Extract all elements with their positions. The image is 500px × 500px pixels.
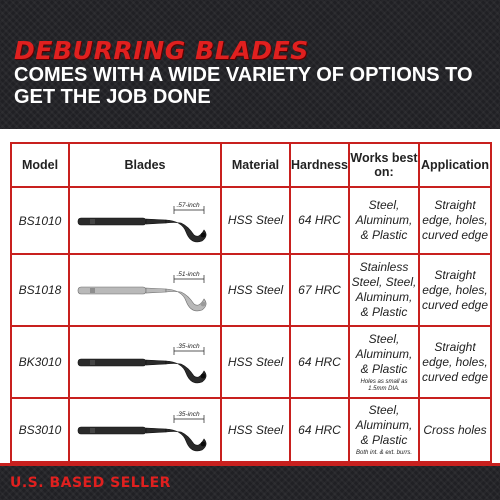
blade-dimension-label: .35-inch [176,343,200,350]
blade-bs1010-image [70,190,220,252]
footer-bar [0,463,500,500]
works-best-on-text: Steel, Aluminum, & Plastic [355,198,413,242]
shank-groove [90,428,95,433]
blade-image-cell [69,254,221,326]
header-material: Material [221,143,290,187]
works-best-on-note: Both int. & ext. burrs. [355,450,413,456]
shank-groove [90,360,95,365]
header-hardness: Hardness [290,143,349,187]
blade-shank [78,427,146,434]
material-cell: HSS Steel [221,254,290,326]
model-cell: BS1018 [11,254,69,326]
blade-bs3010-image [70,399,220,461]
us-based-seller-label: U.S. BASED SELLER [10,475,171,491]
hardness-cell: 64 HRC [290,398,349,462]
table-row [11,398,491,462]
works-best-on-cell [349,254,419,326]
blade-hook [166,429,206,451]
header-works-best-on: Works best on: [349,143,419,187]
blade-neck [146,288,166,293]
blade-shank [78,287,146,294]
blade-tip [201,442,206,447]
material-cell: HSS Steel [221,326,290,398]
table-row [11,326,491,398]
blade-shank [78,359,146,366]
blade-image-cell [69,187,221,254]
material-cell: HSS Steel [221,398,290,462]
shank-groove [90,219,95,224]
blade-neck [146,428,166,433]
header-application: Application [419,143,491,187]
table-row [11,254,491,326]
application-cell: Straight edge, holes, curved edge [419,326,491,398]
model-cell: BS1010 [11,187,69,254]
blade-hook [166,361,206,383]
blade-tip [201,302,206,307]
hardness-cell: 64 HRC [290,187,349,254]
header-model: Model [11,143,69,187]
works-best-on-text: Stainless Steel, Steel, Aluminum, & Plastic [351,260,417,319]
table-row [11,187,491,254]
page-title: DEBURRING BLADES [14,36,309,65]
works-best-on-text: Steel, Aluminum, & Plastic [355,403,413,447]
blade-hook [166,289,206,311]
blade-neck [146,360,166,365]
comparison-panel [0,129,500,463]
application-cell: Straight edge, holes, curved edge [419,187,491,254]
header-blades: Blades [69,143,221,187]
blade-bk3010-image [70,331,220,393]
hardness-cell: 64 HRC [290,326,349,398]
works-best-on-text: Steel, Aluminum, & Plastic [355,331,413,376]
works-best-on-cell [349,398,419,462]
works-best-on-cell [349,326,419,398]
works-best-on-cell [349,187,419,254]
blade-tip [201,232,206,237]
hardness-cell: 67 HRC [290,254,349,326]
blade-image-cell [69,398,221,462]
application-cell: Cross holes [419,398,491,462]
model-cell: BK3010 [11,326,69,398]
model-cell: BS3010 [11,398,69,462]
blade-image-cell [69,326,221,398]
material-cell: HSS Steel [221,187,290,254]
blade-shank [78,218,146,225]
blade-dimension-label: .51-inch [176,271,200,278]
page-subtitle: COMES WITH A WIDE VARIETY OF OPTIONS TO GET THE JOB DONE [14,64,473,108]
works-best-on-note: Holes as small as 1.5mm DIA. [360,378,408,392]
header-banner [0,0,500,130]
blade-hook [166,220,206,242]
blade-dimension-label: .35-inch [176,411,200,418]
blade-bs1018-image [70,259,220,321]
shank-groove [90,288,95,293]
blade-dimension-label: .57-inch [176,201,200,209]
blade-tip [201,374,206,379]
blade-neck [146,219,166,224]
blade-comparison-table [10,142,492,463]
table-header-row [11,143,491,187]
application-cell: Straight edge, holes, curved edge [419,254,491,326]
